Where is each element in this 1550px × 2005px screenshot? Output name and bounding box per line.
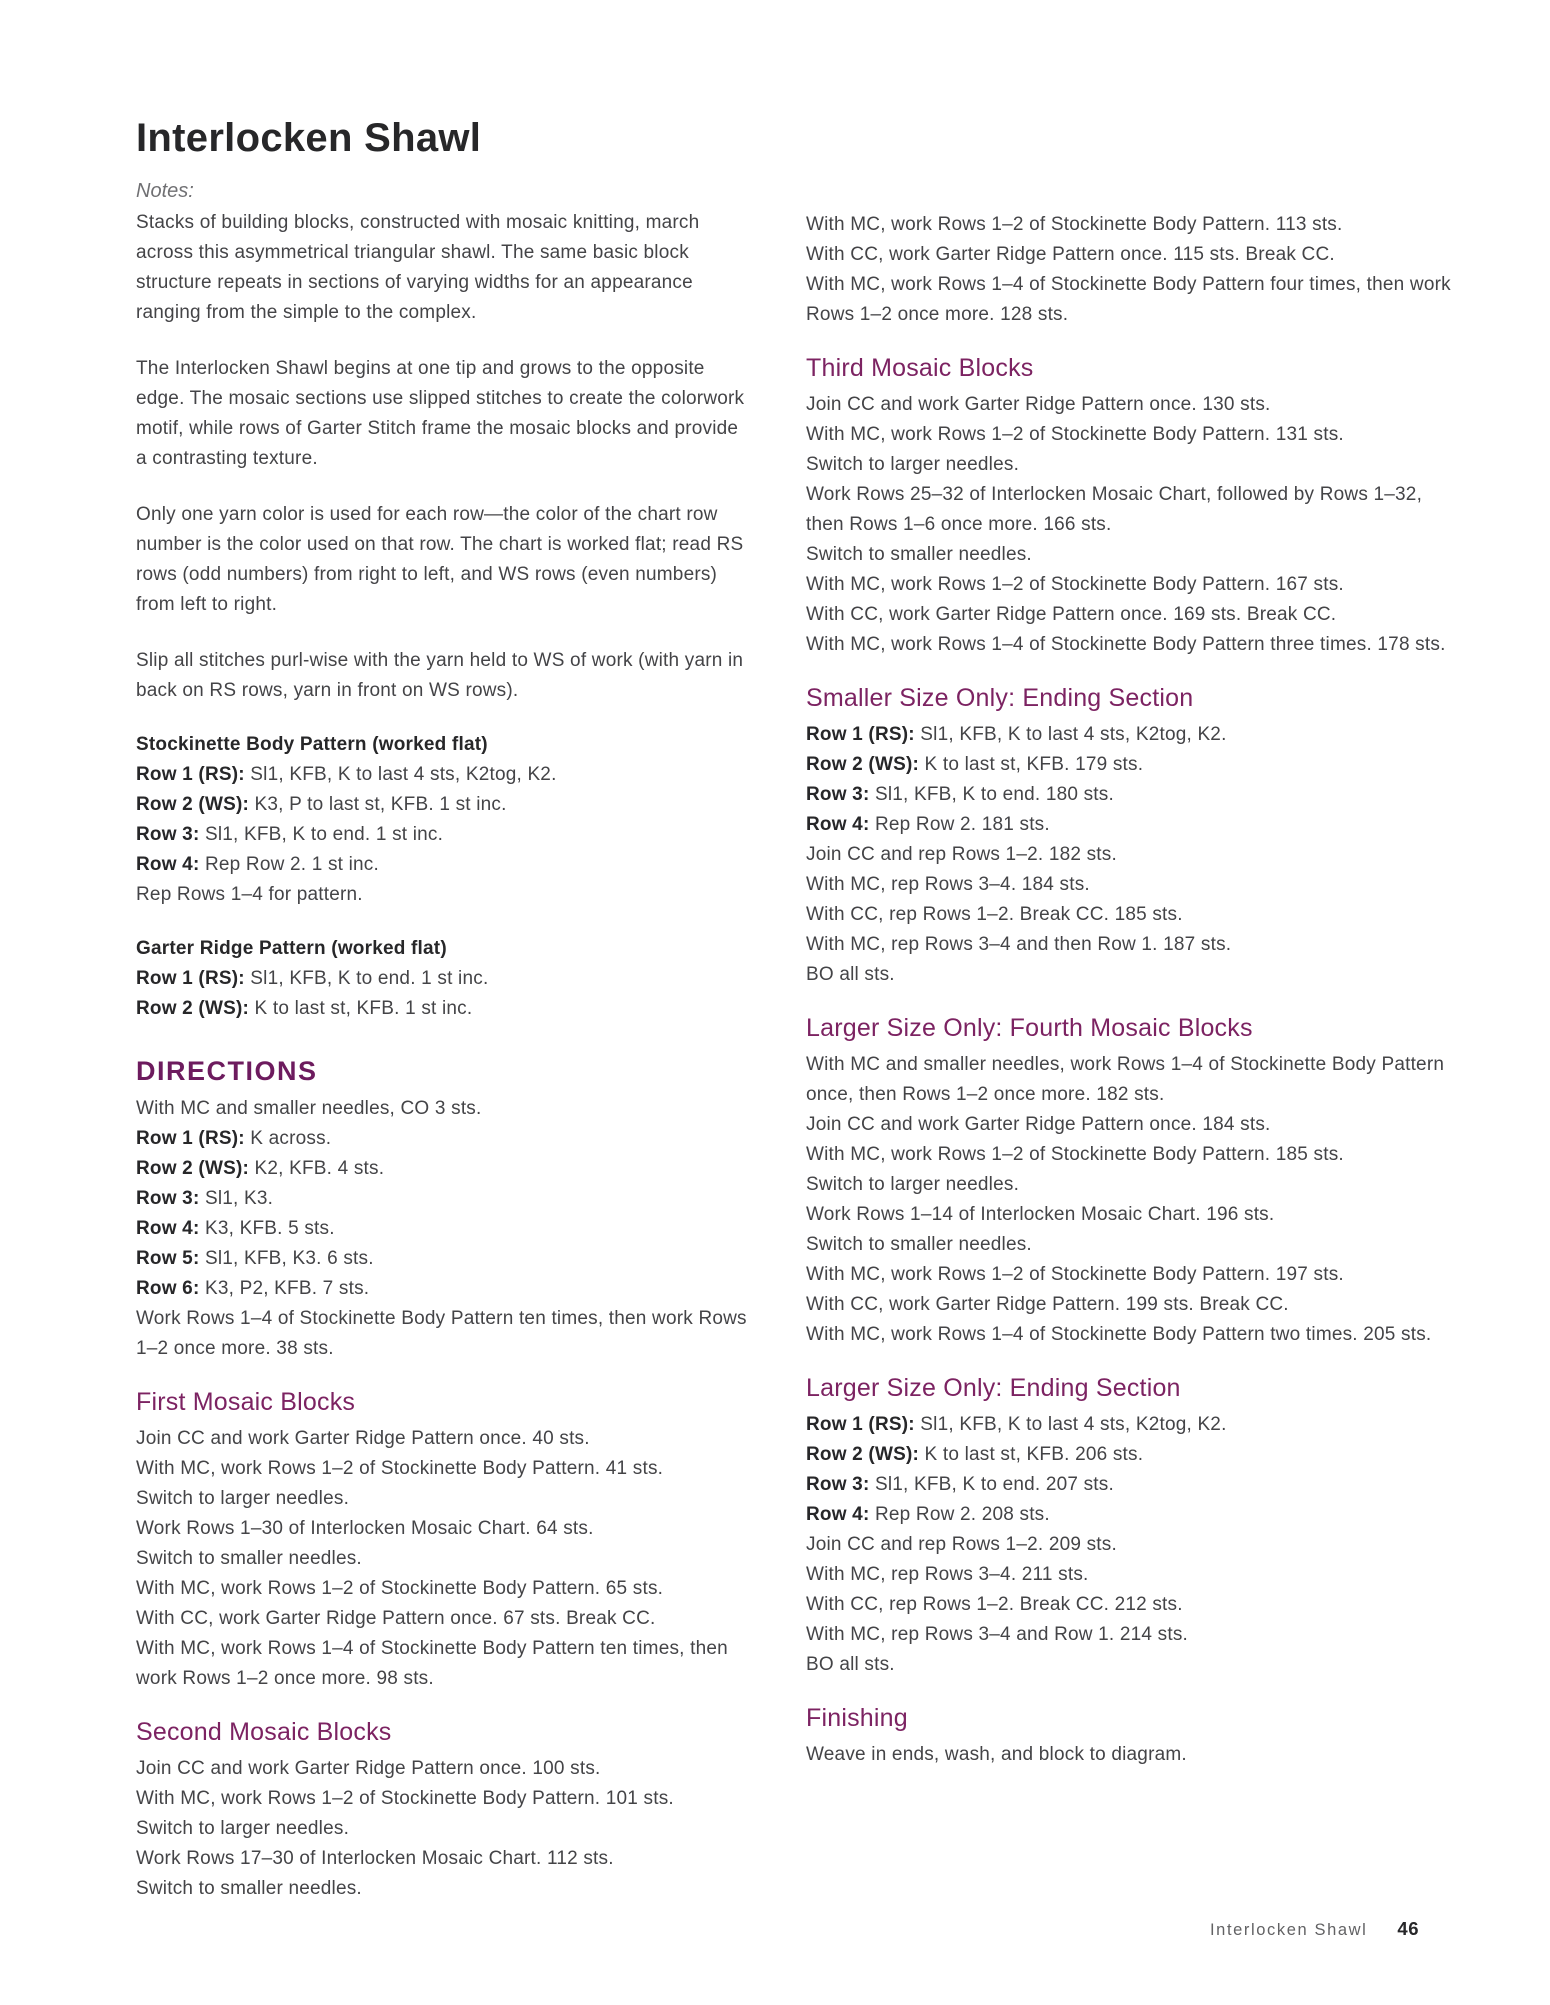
pattern-line: Row 4: K3, KFB. 5 sts. xyxy=(136,1218,335,1239)
section-heading: Larger Size Only: Fourth Mosaic Blocks xyxy=(806,1014,1253,1042)
row-label: Row 2 (WS): xyxy=(806,754,925,775)
section-heading: Smaller Size Only: Ending Section xyxy=(806,684,1194,712)
row-label: Row 1 (RS): xyxy=(806,1414,921,1435)
row-label: Row 2 (WS): xyxy=(136,794,255,815)
pattern-line: With CC, work Garter Ridge Pattern once. 115 sts. Break CC. xyxy=(806,244,1335,265)
row-label: Row 6: xyxy=(136,1278,205,1299)
pattern-line: Row 1 (RS): Sl1, KFB, K to last 4 sts, K2tog, K2. xyxy=(136,764,557,785)
directions-heading: DIRECTIONS xyxy=(136,1056,318,1086)
pattern-line: Work Rows 1–4 of Stockinette Body Pattern ten times, then work Rows 1–2 once more. 38 sts. xyxy=(136,1308,747,1359)
pattern-line: Join CC and work Garter Ridge Pattern once. 40 sts. xyxy=(136,1428,590,1449)
pattern-line: BO all sts. xyxy=(806,964,895,985)
pattern-line: Join CC and rep Rows 1–2. 209 sts. xyxy=(806,1534,1117,1555)
pattern-line: Switch to larger needles. xyxy=(136,1818,350,1839)
section-heading: Larger Size Only: Ending Section xyxy=(806,1374,1181,1402)
pattern-line: Row 1 (RS): Sl1, KFB, K to last 4 sts, K2tog, K2. xyxy=(806,724,1227,745)
pattern-line: Work Rows 1–30 of Interlocken Mosaic Chart. 64 sts. xyxy=(136,1518,594,1539)
pattern-line: With MC, work Rows 1–4 of Stockinette Body Pattern ten times, then work Rows 1–2 once more. 98 sts. xyxy=(136,1638,728,1689)
pattern-line: With MC and smaller needles, CO 3 sts. xyxy=(136,1098,482,1119)
pattern-line: Row 2 (WS): K to last st, KFB. 1 st inc. xyxy=(136,998,473,1019)
pattern-line: With MC, rep Rows 3–4. 211 sts. xyxy=(806,1564,1089,1585)
pattern-line: With MC, work Rows 1–2 of Stockinette Body Pattern. 65 sts. xyxy=(136,1578,664,1599)
row-label: Row 1 (RS): xyxy=(806,724,921,745)
pattern-line: With MC, work Rows 1–4 of Stockinette Body Pattern four times, then work Rows 1–2 once more. 128 sts. xyxy=(806,274,1451,325)
directions-section xyxy=(806,682,1456,990)
notes-paragraph: Slip all stitches purl-wise with the yarn held to WS of work (with yarn in back on RS rows, yarn in front on WS rows). xyxy=(136,650,744,701)
directions-intro xyxy=(136,1094,754,1364)
footer-title: Interlocken Shawl xyxy=(1209,1921,1368,1939)
pattern-line: Join CC and rep Rows 1–2. 182 sts. xyxy=(806,844,1117,865)
pattern-line: With MC, rep Rows 3–4. 184 sts. xyxy=(806,874,1090,895)
pattern-line: Row 3: Sl1, KFB, K to end. 180 sts. xyxy=(806,784,1114,805)
pattern-line: Row 1 (RS): Sl1, KFB, K to end. 1 st inc. xyxy=(136,968,489,989)
directions-section xyxy=(136,1716,754,1904)
right-column xyxy=(806,116,1456,1770)
row-label: Row 2 (WS): xyxy=(136,1158,255,1179)
page-footer xyxy=(1210,1918,1419,1940)
pattern-line: With MC, work Rows 1–2 of Stockinette Body Pattern. 113 sts. xyxy=(806,214,1343,235)
directions-section xyxy=(806,352,1456,660)
row-label: Row 4: xyxy=(806,814,875,835)
row-label: Row 4: xyxy=(136,1218,205,1239)
pattern-line: Switch to larger needles. xyxy=(806,454,1020,475)
pattern-line: Row 2 (WS): K to last st, KFB. 179 sts. xyxy=(806,754,1144,775)
notes-paragraph: Only one yarn color is used for each row—the color of the chart row number is the color used on that row. The chart is worked flat; read RS rows (odd numbers) from right to left, and WS rows (even numbers) from left to right. xyxy=(136,504,744,615)
row-label: Row 5: xyxy=(136,1248,205,1269)
pattern-line: Row 3: Sl1, K3. xyxy=(136,1188,274,1209)
stitch-pattern-blocks xyxy=(136,730,754,1024)
row-label: Row 1 (RS): xyxy=(136,1128,251,1149)
pattern-line: With CC, work Garter Ridge Pattern once. 169 sts. Break CC. xyxy=(806,604,1337,625)
pattern-line: With MC, work Rows 1–2 of Stockinette Body Pattern. 167 sts. xyxy=(806,574,1344,595)
pattern-line: Row 4: Rep Row 2. 1 st inc. xyxy=(136,854,379,875)
pattern-line: Work Rows 17–30 of Interlocken Mosaic Chart. 112 sts. xyxy=(136,1848,614,1869)
pattern-line: With MC, work Rows 1–2 of Stockinette Body Pattern. 41 sts. xyxy=(136,1458,664,1479)
pattern-line: With CC, work Garter Ridge Pattern. 199 sts. Break CC. xyxy=(806,1294,1289,1315)
pattern-line: Work Rows 1–14 of Interlocken Mosaic Chart. 196 sts. xyxy=(806,1204,1275,1225)
row-label: Row 2 (WS): xyxy=(136,998,255,1019)
pattern-line: Row 2 (WS): K to last st, KFB. 206 sts. xyxy=(806,1444,1144,1465)
section-heading: First Mosaic Blocks xyxy=(136,1388,356,1416)
pattern-line: With CC, rep Rows 1–2. Break CC. 212 sts. xyxy=(806,1594,1183,1615)
pattern-line: With MC, rep Rows 3–4 and then Row 1. 187 sts. xyxy=(806,934,1232,955)
pattern-line: Switch to larger needles. xyxy=(136,1488,350,1509)
stitch-pattern-block xyxy=(136,934,754,1024)
pattern-line: Switch to smaller needles. xyxy=(806,1234,1032,1255)
pattern-line: Switch to smaller needles. xyxy=(136,1548,362,1569)
pattern-line: With CC, work Garter Ridge Pattern once. 67 sts. Break CC. xyxy=(136,1608,656,1629)
continued-lines xyxy=(806,210,1456,330)
pattern-line: Work Rows 25–32 of Interlocken Mosaic Chart, followed by Rows 1–32, then Rows 1–6 once more. 166 sts. xyxy=(806,484,1423,535)
row-label: Row 3: xyxy=(136,1188,205,1209)
row-label: Row 1 (RS): xyxy=(136,968,251,989)
row-label: Row 4: xyxy=(136,854,205,875)
row-label: Row 1 (RS): xyxy=(136,764,251,785)
pattern-line: With MC and smaller needles, work Rows 1–4 of Stockinette Body Pattern once, then Rows 1–2 once more. 182 sts. xyxy=(806,1054,1445,1105)
left-column xyxy=(136,116,754,1904)
pattern-line: Row 1 (RS): Sl1, KFB, K to last 4 sts, K2tog, K2. xyxy=(806,1414,1227,1435)
pattern-line: Switch to smaller needles. xyxy=(806,544,1032,565)
pattern-line: With MC, work Rows 1–2 of Stockinette Body Pattern. 131 sts. xyxy=(806,424,1344,445)
pattern-line: Switch to larger needles. xyxy=(806,1174,1020,1195)
row-label: Row 3: xyxy=(806,1474,875,1495)
section-heading: Third Mosaic Blocks xyxy=(806,354,1034,382)
pattern-line: With MC, work Rows 1–2 of Stockinette Body Pattern. 197 sts. xyxy=(806,1264,1344,1285)
page-title: Interlocken Shawl xyxy=(136,116,482,160)
pattern-line: Row 6: K3, P2, KFB. 7 sts. xyxy=(136,1278,370,1299)
notes-paragraph: The Interlocken Shawl begins at one tip and grows to the opposite edge. The mosaic sections use slipped stitches to create the colorwork motif, while rows of Garter Stitch frame the mosaic blocks and provide a contrasting texture. xyxy=(136,358,745,469)
stitch-pattern-block xyxy=(136,730,754,910)
pattern-line: Join CC and work Garter Ridge Pattern once. 100 sts. xyxy=(136,1758,601,1779)
notes-paragraphs xyxy=(136,208,754,706)
pattern-line: Weave in ends, wash, and block to diagram. xyxy=(806,1744,1187,1765)
row-label: Row 3: xyxy=(136,824,205,845)
pattern-line: Join CC and work Garter Ridge Pattern once. 130 sts. xyxy=(806,394,1271,415)
pattern-line: Row 4: Rep Row 2. 181 sts. xyxy=(806,814,1050,835)
row-label: Row 3: xyxy=(806,784,875,805)
directions-section xyxy=(806,1702,1456,1770)
pattern-line: With MC, rep Rows 3–4 and Row 1. 214 sts. xyxy=(806,1624,1189,1645)
pattern-line: Row 2 (WS): K3, P to last st, KFB. 1 st inc. xyxy=(136,794,507,815)
section-heading: Finishing xyxy=(806,1704,908,1732)
pattern-line: Row 1 (RS): K across. xyxy=(136,1128,332,1149)
pattern-line: Row 4: Rep Row 2. 208 sts. xyxy=(806,1504,1050,1525)
pattern-line: Row 5: Sl1, KFB, K3. 6 sts. xyxy=(136,1248,374,1269)
stitch-pattern-heading: Garter Ridge Pattern (worked flat) xyxy=(136,938,447,959)
directions-section xyxy=(136,1386,754,1694)
section-heading: Second Mosaic Blocks xyxy=(136,1718,392,1746)
pattern-line: Row 2 (WS): K2, KFB. 4 sts. xyxy=(136,1158,385,1179)
pattern-line: With MC, work Rows 1–4 of Stockinette Body Pattern two times. 205 sts. xyxy=(806,1324,1432,1345)
right-sections xyxy=(806,352,1456,1770)
pattern-line: Join CC and work Garter Ridge Pattern once. 184 sts. xyxy=(806,1114,1271,1135)
notes-label: Notes: xyxy=(136,180,194,202)
stitch-pattern-heading: Stockinette Body Pattern (worked flat) xyxy=(136,734,488,755)
pattern-line: With MC, work Rows 1–2 of Stockinette Body Pattern. 101 sts. xyxy=(136,1788,674,1809)
directions-section xyxy=(806,1012,1456,1350)
pattern-line: With CC, rep Rows 1–2. Break CC. 185 sts. xyxy=(806,904,1183,925)
pattern-line: Row 3: Sl1, KFB, K to end. 207 sts. xyxy=(806,1474,1114,1495)
pattern-line: With MC, work Rows 1–2 of Stockinette Body Pattern. 185 sts. xyxy=(806,1144,1344,1165)
row-label: Row 4: xyxy=(806,1504,875,1525)
notes-paragraph: Stacks of building blocks, constructed with mosaic knitting, march across this asymmetrical triangular shawl. The same basic block structure repeats in sections of varying widths for an appearance ranging from the simple to the complex. xyxy=(136,212,700,323)
directions-section xyxy=(806,1372,1456,1680)
pattern-line: Switch to smaller needles. xyxy=(136,1878,362,1899)
row-label: Row 2 (WS): xyxy=(806,1444,925,1465)
pattern-line: Row 3: Sl1, KFB, K to end. 1 st inc. xyxy=(136,824,444,845)
left-sections xyxy=(136,1386,754,1904)
pattern-line: Rep Rows 1–4 for pattern. xyxy=(136,884,363,905)
pattern-line: With MC, work Rows 1–4 of Stockinette Body Pattern three times. 178 sts. xyxy=(806,634,1446,655)
page-number: 46 xyxy=(1397,1918,1419,1939)
pattern-line: BO all sts. xyxy=(806,1654,895,1675)
